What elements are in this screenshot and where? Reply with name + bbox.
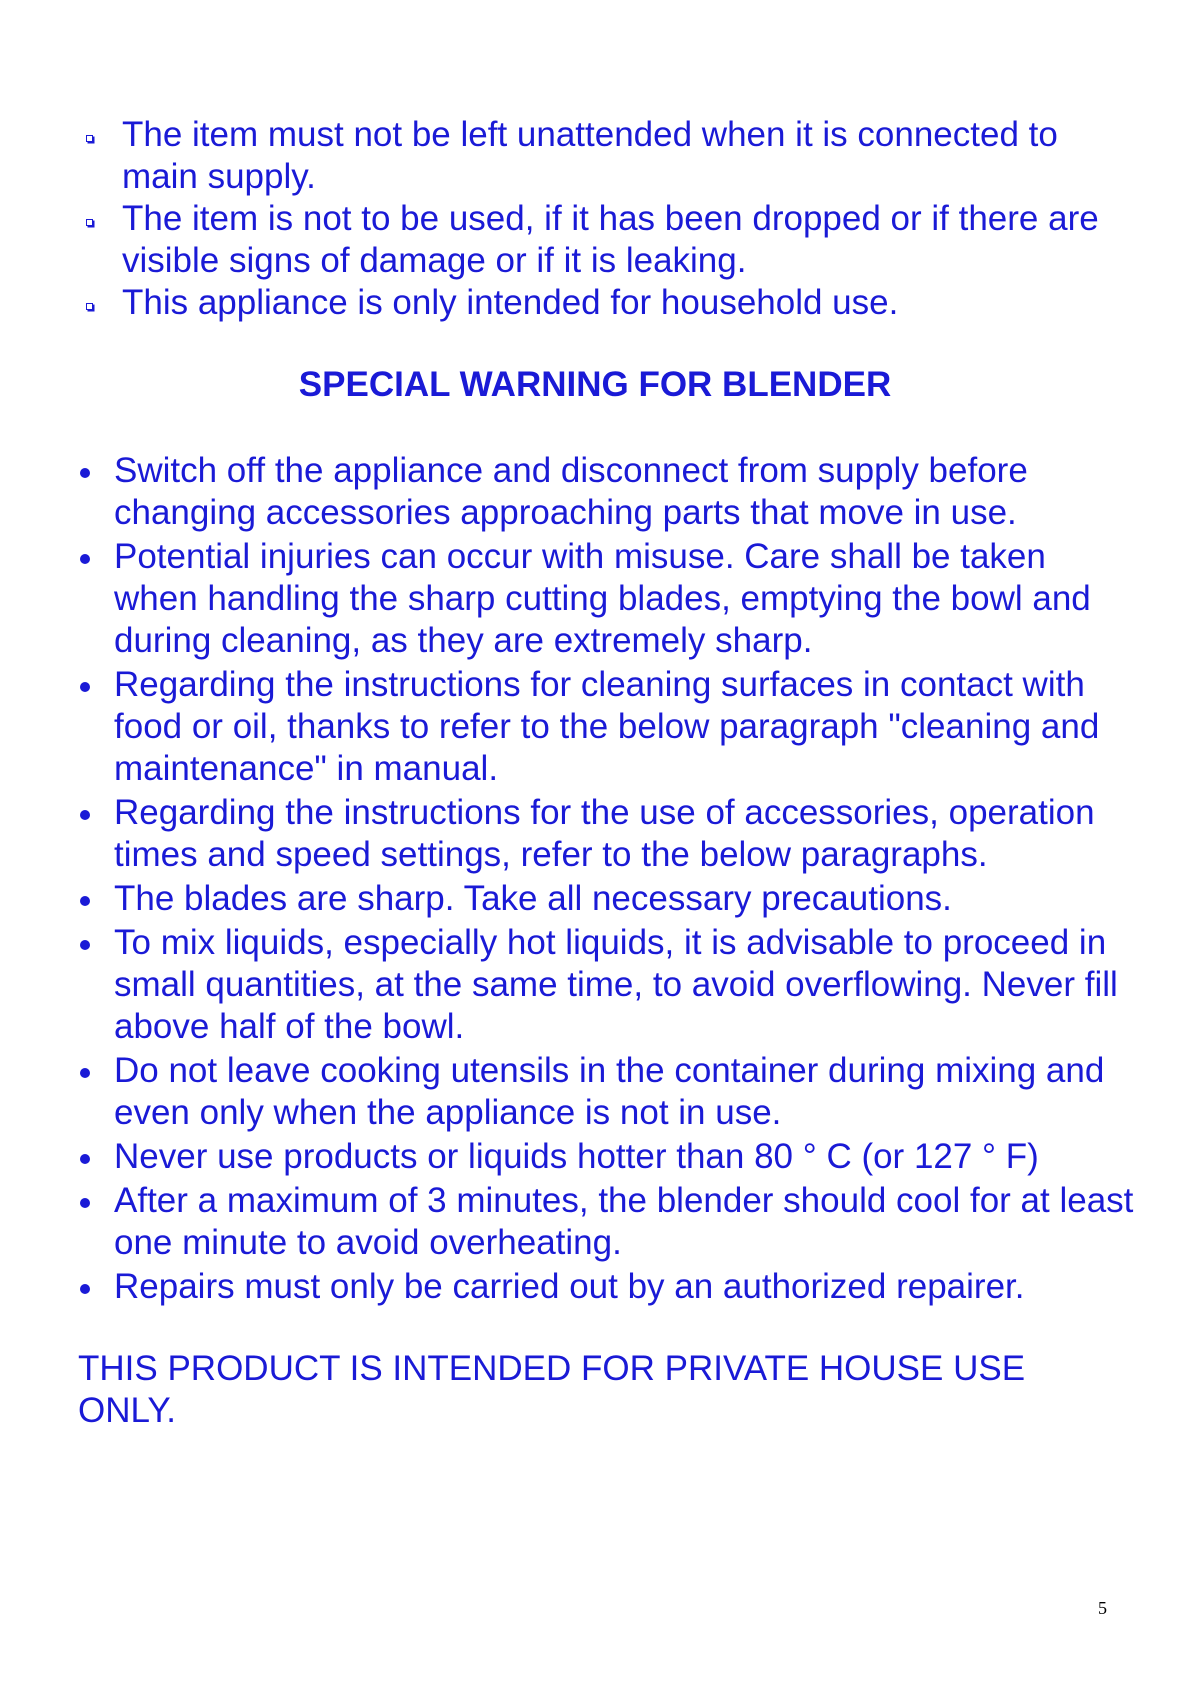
list-item-text: This appliance is only intended for household use.: [122, 283, 899, 322]
list-item: [78, 878, 1138, 920]
list-item: [78, 922, 1138, 1048]
list-item-text: Regarding the instructions for cleaning surfaces in contact with food or oil, thanks to refer to the below paragraph "cleaning and maintenance" in manual.: [114, 665, 1100, 788]
list-item: [78, 536, 1138, 662]
safety-list: [86, 114, 1126, 324]
list-item: [78, 792, 1138, 876]
dot-bullet-icon: [80, 1068, 90, 1078]
page-number: 5: [1098, 1598, 1107, 1618]
list-item-text: Potential injuries can occur with misuse. Care shall be taken when handling the sharp cutting blades, emptying the bowl and during cleaning, as they are extremely sharp.: [114, 537, 1091, 660]
list-item-text: After a maximum of 3 minutes, the blender should cool for at least one minute to avoid overheating.: [114, 1181, 1134, 1262]
list-item: [78, 664, 1138, 790]
dot-bullet-icon: [80, 810, 90, 820]
list-item-text: The item is not to be used, if it has been dropped or if there are visible signs of damage or if it is leaking.: [122, 199, 1099, 280]
square-bullet-icon: [86, 219, 93, 226]
list-item: [78, 1266, 1138, 1308]
list-item: [78, 1136, 1138, 1178]
list-item: [86, 114, 1126, 198]
list-item-text: The item must not be left unattended when it is connected to main supply.: [122, 115, 1058, 196]
dot-bullet-icon: [80, 896, 90, 906]
dot-bullet-icon: [80, 1154, 90, 1164]
list-item-text: Repairs must only be carried out by an authorized repairer.: [114, 1267, 1025, 1306]
square-bullet-icon: [86, 135, 93, 142]
list-item-text: To mix liquids, especially hot liquids, it is advisable to proceed in small quantities, at the same time, to avoid overflowing. Never fill above half of the bowl.: [114, 923, 1118, 1046]
list-item-text: The blades are sharp. Take all necessary precautions.: [114, 879, 952, 918]
list-item: [78, 1050, 1138, 1134]
closing-statement: THIS PRODUCT IS INTENDED FOR PRIVATE HOUSE USE ONLY.: [78, 1349, 1026, 1430]
list-item-text: Do not leave cooking utensils in the container during mixing and even only when the appliance is not in use.: [114, 1051, 1105, 1132]
list-item: [78, 450, 1138, 534]
dot-bullet-icon: [80, 1284, 90, 1294]
dot-bullet-icon: [80, 554, 90, 564]
dot-bullet-icon: [80, 468, 90, 478]
dot-bullet-icon: [80, 1198, 90, 1208]
dot-bullet-icon: [80, 682, 90, 692]
list-item: [86, 282, 1126, 324]
list-item: [78, 1180, 1138, 1264]
list-item-text: Never use products or liquids hotter than 80 ° C (or 127 ° F): [114, 1137, 1039, 1176]
list-item: [86, 198, 1126, 282]
square-bullet-icon: [86, 303, 93, 310]
list-item-text: Regarding the instructions for the use of accessories, operation times and speed settings, refer to the below paragraphs.: [114, 793, 1095, 874]
blender-warning-list: [78, 450, 1138, 1310]
list-item-text: Switch off the appliance and disconnect from supply before changing accessories approaching parts that move in use.: [114, 451, 1028, 532]
dot-bullet-icon: [80, 940, 90, 950]
section-heading: SPECIAL WARNING FOR BLENDER: [298, 365, 892, 404]
